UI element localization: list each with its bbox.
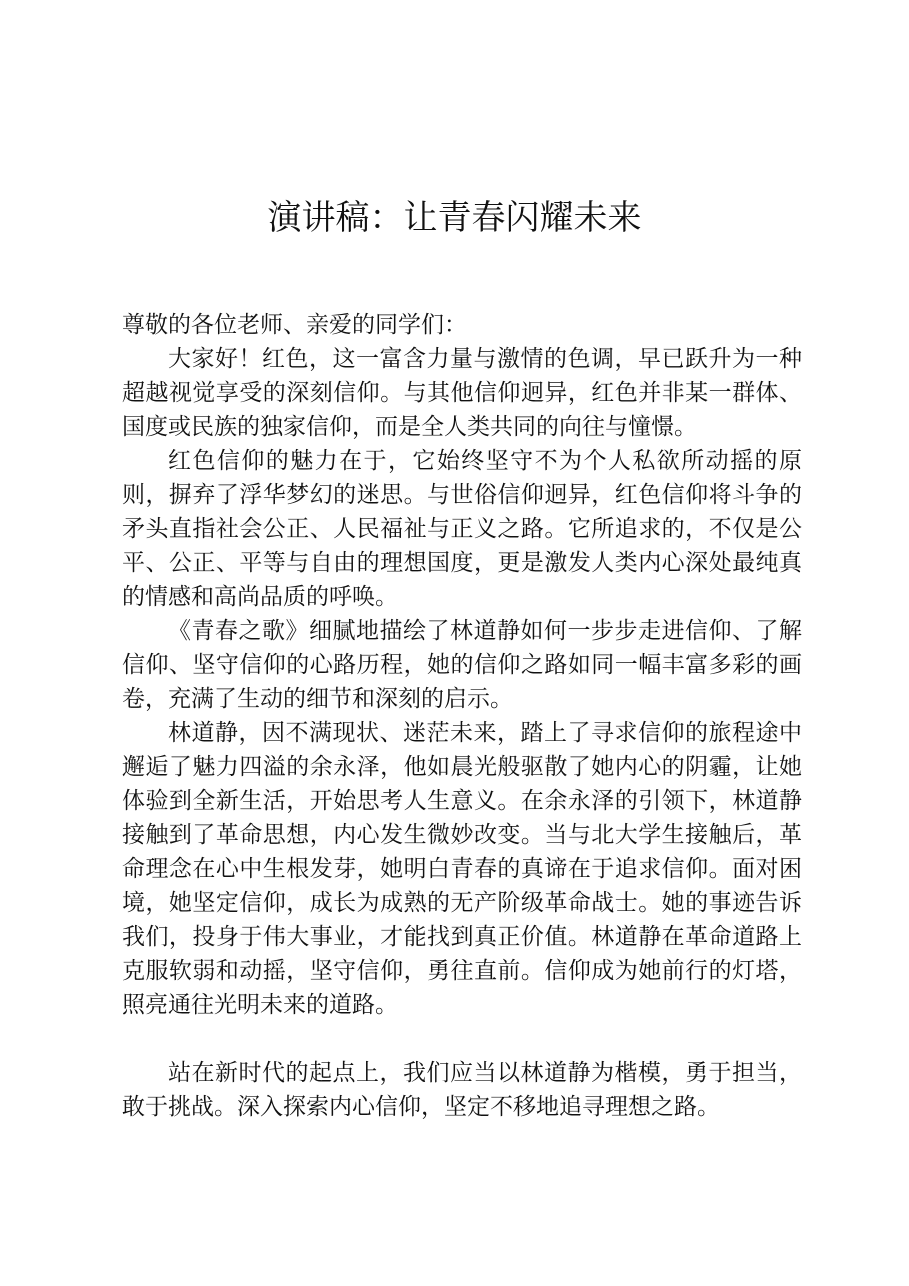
document-title: 演讲稿：让青春闪耀未来 bbox=[267, 198, 642, 238]
paragraph-1: 大家好！红色，这一富含力量与激情的色调，早已跃升为一种超越视觉享受的深刻信仰。与其他信仰迥异，红色并非某一群体、国度或民族的独家信仰，而是全人类共同的向往与憧憬。 bbox=[122, 346, 802, 440]
paragraph-2: 红色信仰的魅力在于，它始终坚守不为个人私欲所动摇的原则，摒弃了浮华梦幻的迷思。与世俗信仰迥异，红色信仰将斗争的矛头直指社会公正、人民福祉与正义之路。它所追求的，不仅是公平、公正、平等与自由的理想国度，更是激发人类内心深处最纯真的情感和高尚品质的呼唤。 bbox=[122, 448, 802, 610]
salutation: 尊敬的各位老师、亲爱的同学们： bbox=[122, 312, 467, 338]
paragraph-5: 站在新时代的起点上，我们应当以林道静为楷模，勇于担当，敢于挑战。深入探索内心信仰，坚定不移地追寻理想之路。 bbox=[122, 1060, 802, 1120]
document-body bbox=[122, 308, 802, 1124]
paragraph-4: 林道静，因不满现状、迷茫未来，踏上了寻求信仰的旅程途中邂逅了魅力四溢的余永泽，他如晨光般驱散了她内心的阴霾，让她体验到全新生活，开始思考人生意义。在余永泽的引领下，林道静接触到了革命思想，内心发生微妙改变。当与北大学生接触后，革命理念在心中生根发芽，她明白青春的真谛在于追求信仰。面对困境，她坚定信仰，成长为成熟的无产阶级革命战士。她的事迹告诉我们，投身于伟大事业，才能找到真正价值。林道静在革命道路上克服软弱和动摇，坚守信仰，勇往直前。信仰成为她前行的灯塔，照亮通往光明未来的道路。 bbox=[122, 720, 802, 1018]
paragraph-3: 《青春之歌》细腻地描绘了林道静如何一步步走进信仰、了解信仰、坚守信仰的心路历程，她的信仰之路如同一幅丰富多彩的画卷，充满了生动的细节和深刻的启示。 bbox=[122, 618, 802, 712]
